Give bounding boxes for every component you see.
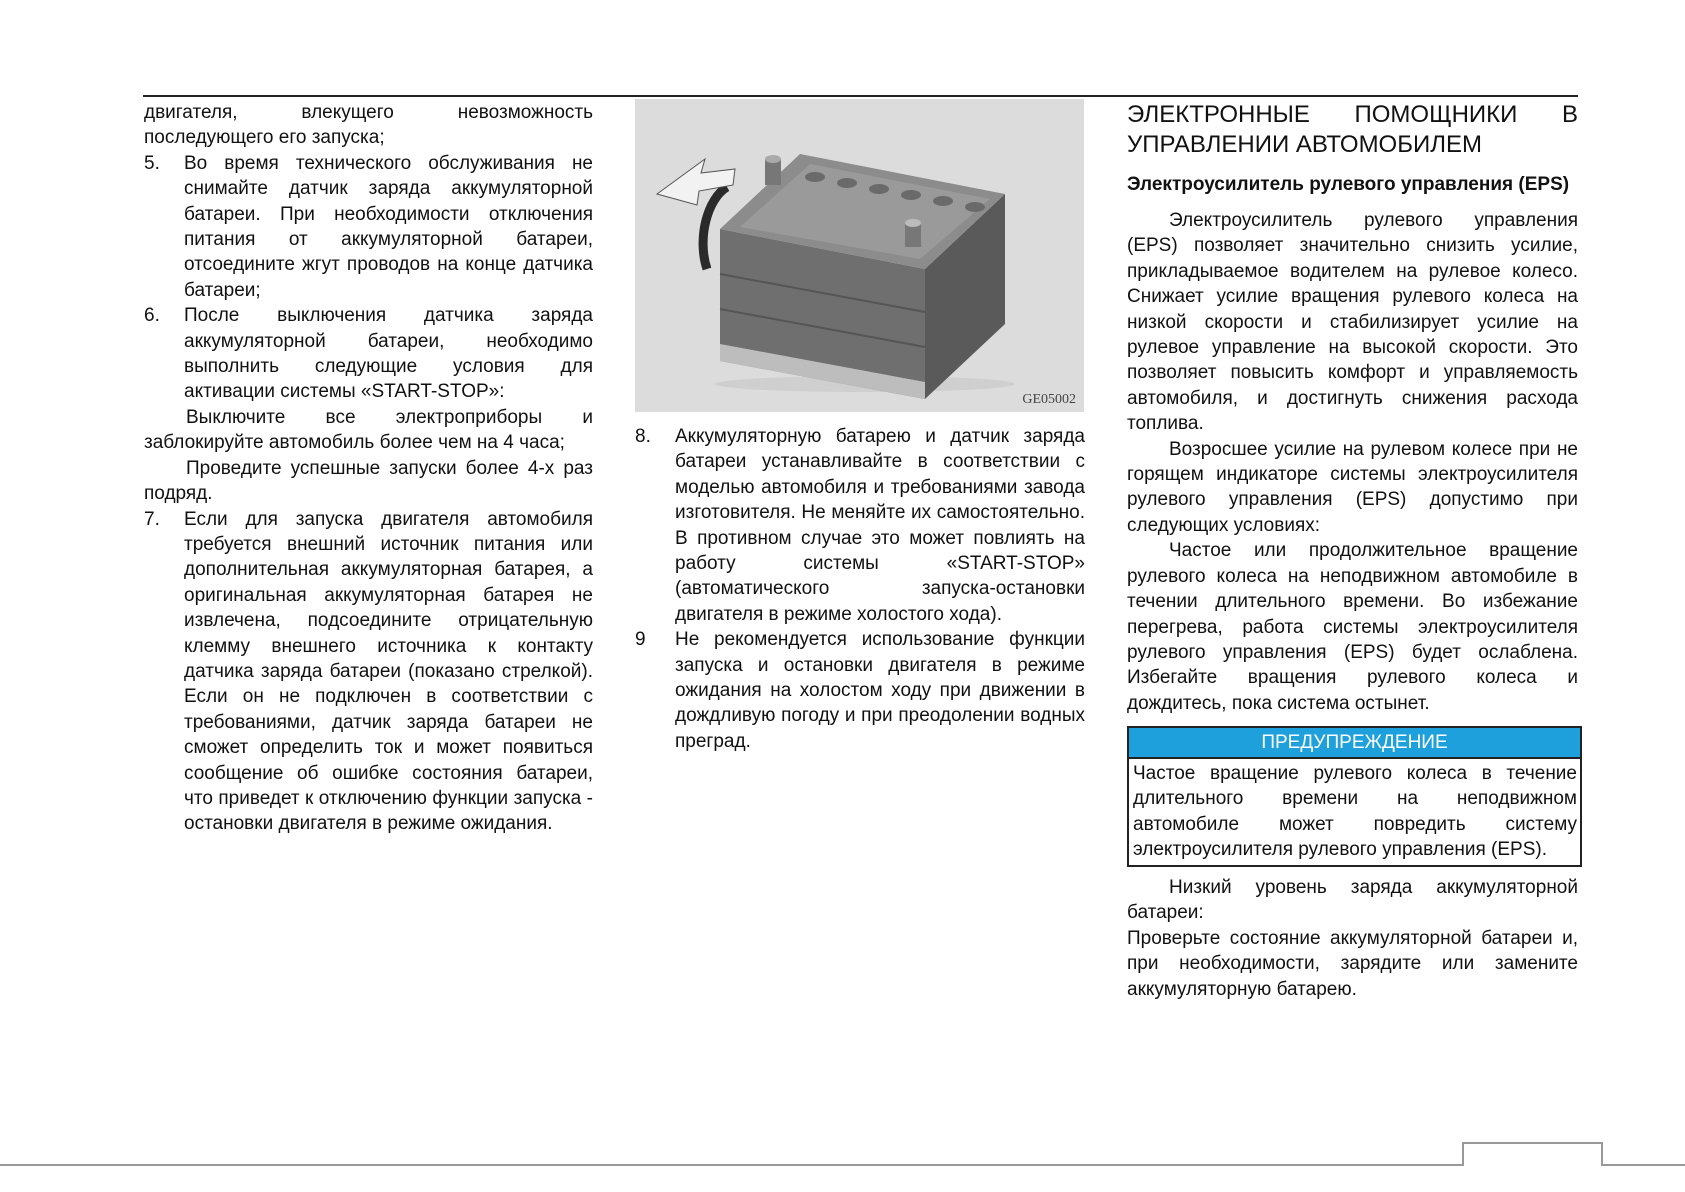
list-number: 7.: [144, 508, 160, 530]
list-item-7: [144, 507, 593, 837]
top-rule: [143, 95, 1578, 97]
page-number-tab: [1462, 1142, 1603, 1166]
battery-low-section: [1127, 875, 1578, 1002]
condition-1: Выключите все электроприборы и заблокируйте автомобиль более чем на 4 часа;: [144, 406, 593, 454]
paragraph-low-battery: Низкий уровень заряда аккумуляторной батареи:: [1127, 877, 1578, 924]
warning-box: [1127, 726, 1582, 867]
paragraph-check-battery: Проверьте состояние аккумуляторной батареи и, при необходимости, зарядите или замените аккумуляторную батарею.: [1127, 927, 1578, 1000]
list-text: После выключения датчика заряда аккумуляторной батареи, необходимо выполнить следующие условия для активации системы «START-STOP»:: [184, 305, 593, 403]
warning-text: Частое вращение рулевого колеса в течение длительного времени на неподвижном автомобиле может повредить систему электроусилителя рулевого управления (EPS).: [1133, 763, 1577, 861]
paragraph-eps-conditions: Возросшее усилие на рулевом колесе при не горящем индикаторе системы электроусилителя рулевого управления (EPS) допустимо при следующих условиях:: [1127, 438, 1578, 536]
bottom-rule: [0, 1164, 1685, 1166]
car-battery-icon: [635, 99, 1084, 412]
middle-column: [635, 424, 1085, 754]
subsection-title: Электроусилитель рулевого управления (EPS): [1127, 174, 1570, 195]
list-number: 9: [635, 629, 646, 651]
list-number: 8.: [635, 426, 651, 447]
list-number: 5.: [144, 152, 160, 174]
warning-title: ПРЕДУПРЕЖДЕНИЕ: [1129, 728, 1580, 759]
figure-code: GE05002: [1022, 392, 1076, 407]
paragraph-continued: двигателя, влекущего невозможность последующего его запуска;: [144, 102, 593, 149]
battery-figure: [635, 99, 1084, 412]
list-number: 6.: [144, 305, 160, 327]
list-item-8: [635, 424, 1085, 627]
condition-2: Проведите успешные запуски более 4-х раз подряд.: [144, 457, 593, 505]
list-text: Аккумуляторную батарею и датчик заряда батареи устанавливайте в соответствии с моделью автомобиля и требованиями завода изготовителя. Не меняйте их самостоятельно. В противном случае это может повлиять на работу системы «START-STOP» (автоматического запуска-остановки двигателя в режиме холостого хода).: [675, 426, 1085, 625]
list-item-5: [144, 151, 593, 303]
list-item-9: [635, 627, 1085, 754]
list-text: Не рекомендуется использование функции запуска и остановки двигателя в режиме ожидания на холостом ходу при движении в дождливую погоду и при преодолении водных преград.: [675, 629, 1085, 752]
section-title: ЭЛЕКТРОННЫЕ ПОМОЩНИКИ В УПРАВЛЕНИИ АВТОМОБИЛЕМ: [1127, 101, 1578, 158]
list-text: Если для запуска двигателя автомобиля требуется внешний источник питания или дополнительная аккумуляторная батарея, а оригинальная аккумуляторная батарея не извлечена, подсоедините отрицательную клемму внешнего источника к контакту датчика заряда батареи (показано стрелкой). Если он не подключен в соответствии с требованиями, датчик заряда батареи не сможет определить ток и может появиться сообщение об ошибке состояния батареи, что приведет к отключению функции запуска - остановки двигателя в режиме ожидания.: [184, 508, 593, 835]
list-item-6: [144, 303, 593, 405]
right-column: [1127, 100, 1578, 716]
list-text: Во время технического обслуживания не снимайте датчик заряда аккумуляторной батареи. При необходимости отключения питания от аккумуляторной батареи, отсоедините жгут проводов на конце датчика батареи;: [184, 152, 593, 301]
left-column: [144, 100, 593, 837]
paragraph-eps-rotation: Частое или продолжительное вращение рулевого колеса на неподвижном автомобиле в течении длительного времени. Во избежание перегрева, работа системы электроусилителя рулевого управления (EPS) будет ослаблена. Избегайте вращения рулевого колеса и дождитесь, пока система остынет.: [1127, 540, 1578, 714]
paragraph-eps-description: Электроусилитель рулевого управления (EPS) позволяет значительно снизить усилие, прикладываемое водителем на рулевое колесо. Снижает усилие вращения рулевого колеса на низкой скорости и стабилизирует усилие на рулевое управление на высокой скорости. Это позволяет повысить комфорт и управляемость автомобиля, и достигнуть снижения расхода топлива.: [1127, 210, 1578, 435]
